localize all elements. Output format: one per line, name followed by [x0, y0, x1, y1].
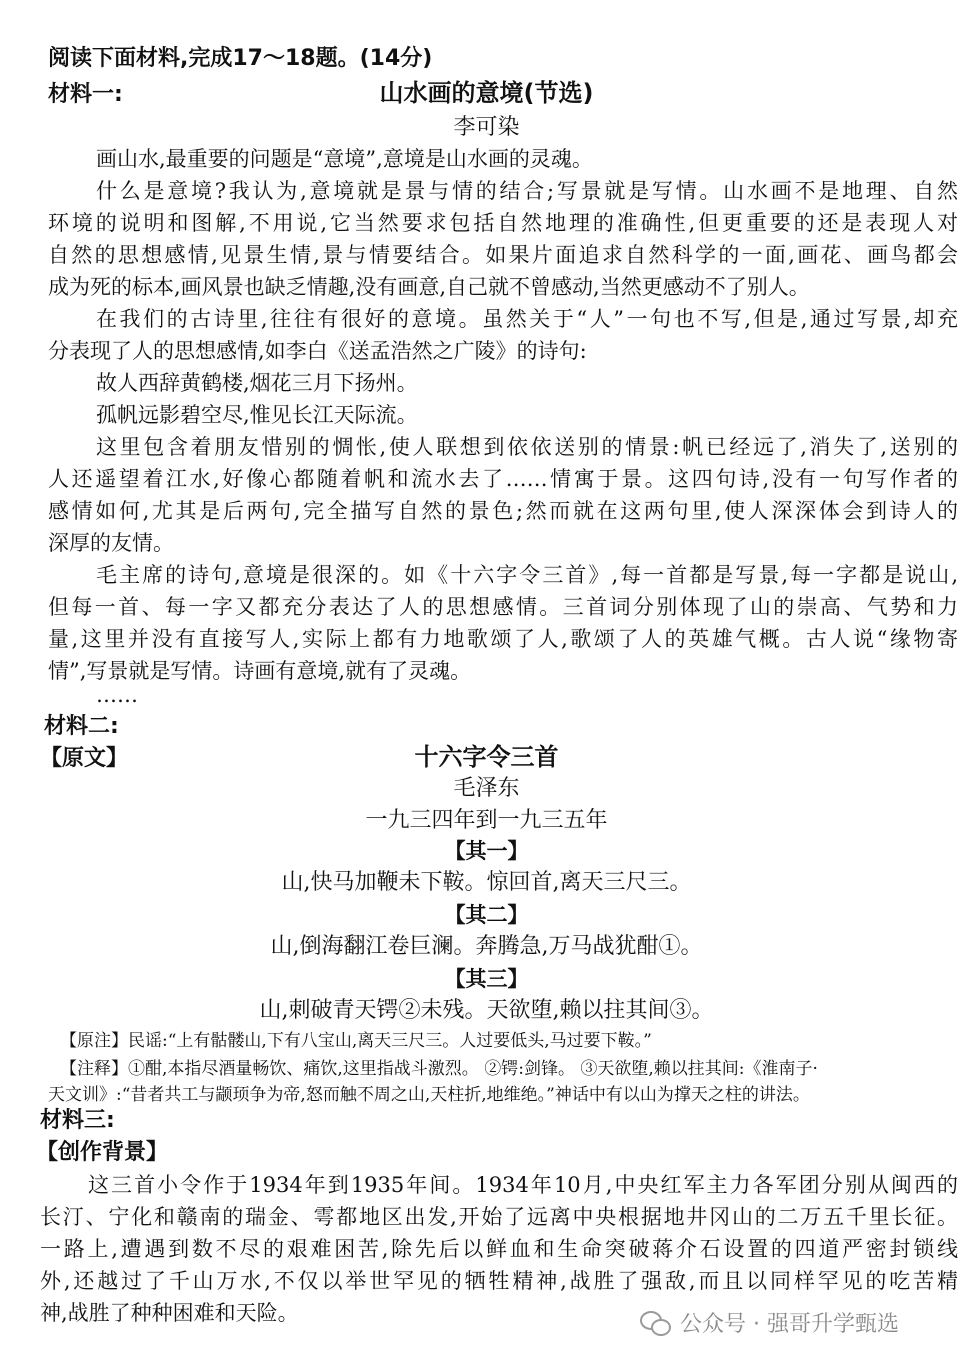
- wechat-icon: [640, 1309, 670, 1335]
- m3-line-2: 一路上,遭遇到数不尽的艰难困苦,除先后以鲜血和生命突破蒋介石设置的四道严密封锁线: [40, 1237, 958, 1261]
- m1-line-2: 环境的说明和图解,不用说,它当然要求包括自然地理的准确性,但更重要的还是表现人对: [48, 211, 958, 235]
- poem2-text: 山,倒海翻江卷巨澜。奔腾急,万马战犹酣①。: [270, 934, 703, 959]
- material3-label: 材料三:: [40, 1108, 115, 1133]
- background-label: 【创作背景】: [36, 1140, 169, 1165]
- m1-line-10: 人还遥望着江水,好像心都随着帆和流水去了……情寓于景。这四句诗,没有一句写作者的: [48, 467, 958, 491]
- m1-line-1: 什么是意境?我认为,意境就是景与情的结合;写景就是写情。山水画不是地理、自然: [96, 179, 958, 203]
- m1-line-4: 成为死的标本,画风景也缺乏情趣,没有画意,自己就不曾感动,当然更感动不了别人。: [48, 275, 810, 299]
- m3-line-0: 这三首小令作于1934年到1935年间。1934年10月,中央红军主力各军团分别从闽西的: [88, 1173, 958, 1197]
- m3-line-1: 长汀、宁化和赣南的瑞金、雩都地区出发,开始了远离中央根据地井冈山的二万五千里长征。: [40, 1205, 958, 1229]
- question-instruction: 阅读下面材料,完成17～18题。(14分): [48, 46, 433, 71]
- m1-ellipsis: ……: [96, 683, 138, 707]
- material1-title: 山水画的意境(节选): [379, 79, 594, 107]
- material2-label: 材料二:: [44, 714, 119, 739]
- annotation-line-1: 【注释】①酣,本指尽酒量畅饮、痛饮,这里指战斗激烈。 ②锷:剑锋。 ③天欲堕,赖以拄其间:《淮南子·: [60, 1059, 818, 1079]
- material2-author: 毛泽东: [453, 776, 520, 801]
- m1-line-3: 自然的思想感情,见景生情,景与情要结合。如果片面追求自然科学的一面,画花、画鸟都会: [48, 243, 958, 267]
- m1-poem-line-1: 故人西辞黄鹤楼,烟花三月下扬州。: [96, 371, 418, 395]
- material1-label: 材料一:: [48, 82, 123, 107]
- original-note: 【原注】民谣:“上有骷髅山,下有八宝山,离天三尺三。人过要低头,马过要下鞍。”: [60, 1031, 652, 1051]
- original-text-label: 【原文】: [40, 746, 129, 771]
- m1-line-12: 深厚的友情。: [48, 531, 174, 555]
- material2-title: 十六字令三首: [414, 743, 559, 771]
- poem1-text: 山,快马加鞭未下鞍。惊回首,离天三尺三。: [281, 870, 692, 895]
- m1-line-15: 量,这里并没有直接写人,实际上都有力地歌颂了人,歌颂了人的英雄气概。古人说“缘物寄: [48, 627, 958, 651]
- m3-line-3: 外,还越过了千山万水,不仅以举世罕见的牺牲精神,战胜了强敌,而且以同样罕见的吃苦精: [40, 1269, 958, 1293]
- annotation-line-2: 天文训》:“昔者共工与颛顼争为帝,怒而触不周之山,天柱折,地维绝。”神话中有以山为撑天之柱的讲法。: [48, 1085, 810, 1105]
- m1-line-13: 毛主席的诗句,意境是很深的。如《十六字令三首》,每一首都是写景,每一字都是说山,: [96, 563, 958, 587]
- poem3-text: 山,刺破青天锷②未残。天欲堕,赖以拄其间③。: [259, 998, 714, 1023]
- poem1-heading: 【其一】: [444, 839, 529, 863]
- m1-line-5: 在我们的古诗里,往往有很好的意境。虽然关于“人”一句也不写,但是,通过写景,却充: [96, 307, 958, 331]
- material1-author: 李可染: [453, 115, 520, 140]
- m1-line-16: 情”,写景就是写情。诗画有意境,就有了灵魂。: [48, 659, 472, 683]
- poem3-heading: 【其三】: [444, 967, 529, 991]
- wechat-watermark: [640, 1300, 960, 1344]
- m1-line-14: 但每一首、每一字又都充分表达了人的思想感情。三首词分别体现了山的崇高、气势和力: [48, 595, 958, 619]
- watermark-text: 公众号 · 强哥升学甄选: [680, 1311, 899, 1337]
- m1-poem-line-2: 孤帆远影碧空尽,惟见长江天际流。: [96, 403, 418, 427]
- m3-line-4: 神,战胜了种种困难和天险。: [40, 1301, 299, 1325]
- material2-date: 一九三四年到一九三五年: [365, 808, 608, 833]
- m1-line-0: 画山水,最重要的问题是“意境”,意境是山水画的灵魂。: [96, 147, 593, 171]
- m1-line-11: 感情如何,尤其是后两句,完全描写自然的景色;然而就在这两句里,使人深深体会到诗人的: [48, 499, 958, 523]
- poem2-heading: 【其二】: [444, 903, 529, 927]
- m1-line-9: 这里包含着朋友惜别的惆怅,使人联想到依依送别的情景:帆已经远了,消失了,送别的: [96, 435, 958, 459]
- m1-line-6: 分表现了人的思想感情,如李白《送孟浩然之广陵》的诗句:: [48, 339, 587, 363]
